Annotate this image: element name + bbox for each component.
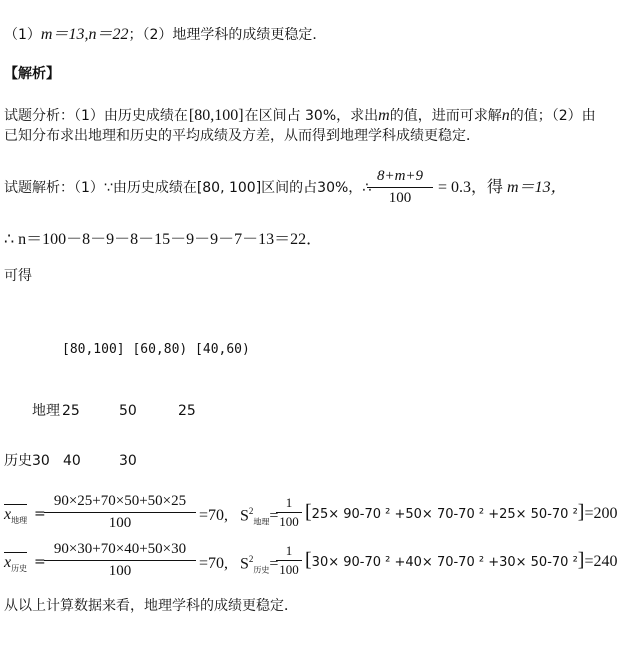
his-val-2: 40 (63, 453, 81, 469)
n-calculation: ∴ n＝100－8－9－8－15－9－9－7－13＝22． (4, 231, 323, 248)
analysis-text-4: 的值；（2）由 (509, 108, 596, 124)
his-mean-den: 100 (108, 562, 132, 579)
var-n: n (501, 107, 510, 124)
geo-mean-value: =70, (199, 507, 229, 524)
his-coef-num: 1 (285, 543, 293, 558)
analysis-line1 (4, 106, 596, 125)
fraction-denominator: 100 (388, 189, 412, 206)
geo-bracket-open: [ (305, 501, 312, 523)
his-coef-fraction (276, 544, 302, 578)
answer-line (4, 25, 326, 44)
geo-variance-body (305, 500, 617, 524)
geo-mean-fraction (44, 493, 196, 531)
geo-mean-num: 90×25+70×50+50×25 (53, 493, 187, 509)
his-mean-num: 90×30+70×40+50×30 (53, 541, 187, 557)
geo-s-sup: 2 (248, 506, 254, 516)
his-variance-result: =240 (584, 553, 618, 570)
section-title: 【解析】 (4, 66, 60, 82)
analysis-text-2: 在区间占 30%，求出 (244, 108, 379, 124)
solution-eq (438, 178, 567, 197)
his-s-eq: = (269, 555, 279, 573)
analysis-text-1: 试题分析：（1）由历史成绩在 (4, 108, 188, 124)
geo-val-3: 25 (178, 403, 196, 419)
x-geo-mean: $x_{地理}$ (4, 506, 28, 526)
his-variance-expr: 30× 90-70 ² +40× 70-70 ² +30× 50-70 ² (311, 555, 578, 570)
geo-val-1: 25 (62, 403, 80, 419)
x-geo-sub: 地理 (11, 516, 28, 526)
geo-variance-label (240, 506, 278, 527)
geo-mean-den: 100 (108, 514, 132, 531)
geo-variance-result: =200 (584, 505, 618, 522)
geo-coef-den: 100 (279, 514, 299, 530)
geo-variance-expr: 25× 90-70 ² +50× 70-70 ² +25× 50-70 ² (311, 507, 578, 522)
analysis-line2: 已知分布求出地理和历史的平均成绩及方差，从而得到地理学科成绩更稳定． (4, 128, 480, 144)
geo-coef-num: 1 (285, 495, 293, 510)
geo-eq-sign: = (34, 506, 46, 522)
geo-coef-fraction (276, 496, 302, 530)
geo-val-2: 50 (119, 403, 137, 419)
conclusion: 从以上计算数据来看，地理学科的成绩更稳定． (4, 598, 298, 614)
answer-part2: ；（2）地理学科的成绩更稳定． (128, 27, 327, 43)
his-s: S (240, 555, 249, 573)
his-coef-den: 100 (279, 562, 299, 578)
his-mean-value: =70, (199, 555, 229, 572)
var-m: m (378, 107, 390, 124)
his-s-sub: 历史 (253, 565, 270, 575)
his-eq-sign: = (34, 554, 46, 570)
fraction-8m9-over-100 (367, 168, 433, 206)
fraction-numerator: 8+m+9 (376, 168, 424, 184)
x-his-sub: 历史 (11, 564, 28, 574)
solution-intro: 试题解析：（1）∵由历史成绩在[80, 100]区间的占30%，∴ (4, 180, 372, 196)
x-his-mean: $x_{历史}$ (4, 554, 28, 574)
solution-equals: = 0.3，得 (438, 179, 504, 196)
analysis-text-3: 的值，进而可求解 (389, 108, 502, 124)
table-header: [80,100] [60,80) [40,60) (62, 342, 250, 357)
geo-s-eq: = (269, 507, 279, 525)
his-val-3: 30 (119, 453, 137, 469)
m-answer: m＝13, (40, 26, 89, 43)
n-answer: n＝22 (88, 26, 129, 43)
geo-s: S (240, 507, 249, 525)
interval-80-100: [80,100] (188, 107, 244, 124)
geo-label: 地理 (32, 403, 60, 419)
his-variance-body (305, 548, 617, 572)
his-bracket-close: ] (577, 549, 585, 571)
his-label: 历史 (4, 453, 32, 469)
his-s-sup: 2 (248, 554, 254, 564)
geo-s-sub: 地理 (253, 517, 270, 527)
his-mean-fraction (44, 541, 196, 579)
solution-m: m＝13， (507, 179, 567, 196)
his-variance-label (240, 554, 278, 575)
answer-part1-label: （1） (4, 27, 41, 43)
his-bracket-open: [ (305, 549, 312, 571)
geo-bracket-close: ] (577, 501, 585, 523)
his-val-1: 30 (32, 453, 50, 469)
keyide-text: 可得 (4, 268, 32, 284)
